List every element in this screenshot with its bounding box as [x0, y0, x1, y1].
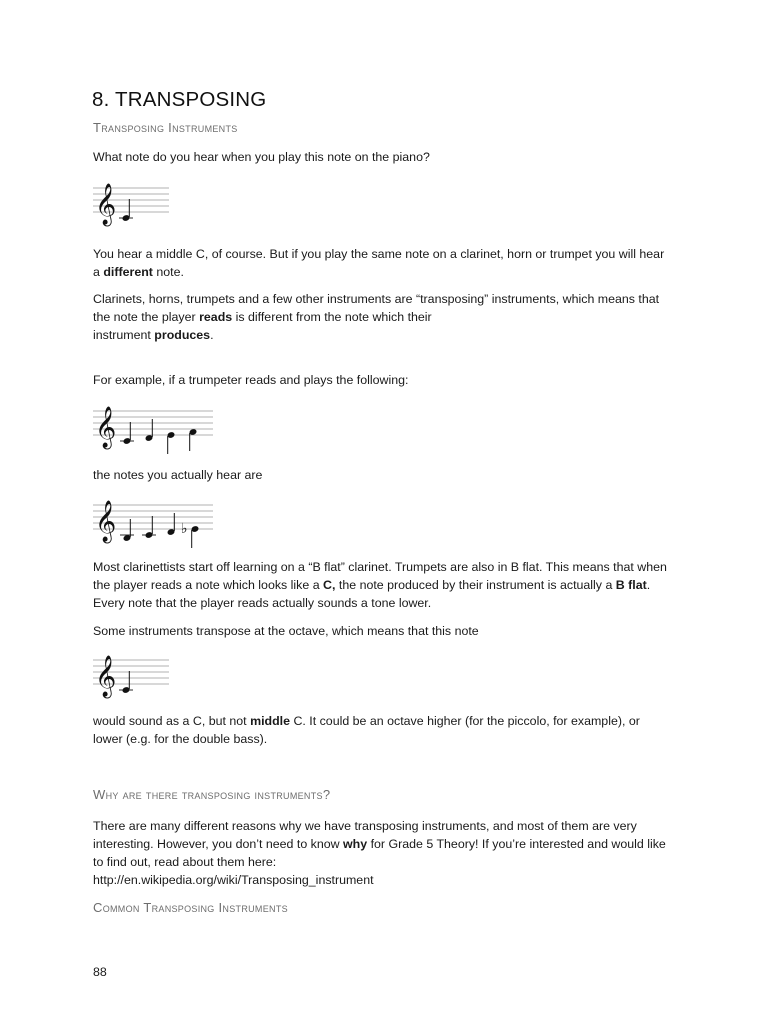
treble-clef-icon: 𝄞 [95, 656, 117, 697]
flat-sign-icon: ♭ [181, 521, 188, 537]
staff-example-middle-c [93, 176, 173, 232]
paragraph-middle-c: You hear a middle C, of course. But if you play the same note on a clarinet, horn or trumpet you will hear a different note. [93, 247, 665, 279]
section-heading-why: Why are there transposing instruments? [93, 787, 331, 802]
treble-clef-icon: 𝄞 [95, 184, 117, 225]
paragraph-not-middle-c: would sound as a C, but not middle C. It could be an octave higher (for the piccolo, for example), or lower (e.g. for the double bass). [93, 714, 640, 746]
section-heading-transposing-instruments: Transposing Instruments [93, 120, 238, 135]
paragraph-reasons: There are many different reasons why we have transposing instruments, and most of them are very interesting. However, you don’t need to know why for Grade 5 Theory! If you’re interested and would like to find out, read about them here: http://en.wikipedia.org/wiki/Transposing_instrument [93, 819, 666, 887]
wikipedia-link[interactable]: http://en.wikipedia.org/wiki/Transposing_instrument [93, 873, 374, 887]
paragraph-b-flat: Most clarinettists start off learning on a “B flat” clarinet. Trumpets are also in B flat. This means that when the player reads a note which looks like a C, the note produced by their instrument is actually a B flat. Every note that the player reads actually sounds a tone lower. [93, 560, 667, 610]
paragraph-transposing-definition: Clarinets, horns, trumpets and a few other instruments are “transposing” instruments, which means that the note the player reads is different from the note which their instrument produces. [93, 292, 660, 342]
page-number: 88 [93, 965, 107, 979]
paragraph-example-intro: For example, if a trumpeter reads and plays the following: [93, 373, 409, 387]
staff-example-octave-c [93, 648, 173, 704]
treble-clef-icon: 𝄞 [95, 501, 117, 542]
chapter-title: 8. TRANSPOSING [92, 88, 267, 111]
paragraph-question: What note do you hear when you play this note on the piano? [93, 150, 430, 164]
treble-clef-icon: 𝄞 [95, 407, 117, 448]
staff-example-sounding [93, 493, 217, 549]
section-heading-common: Common Transposing Instruments [93, 900, 288, 915]
paragraph-heard-intro: the notes you actually hear are [93, 468, 263, 482]
paragraph-octave: Some instruments transpose at the octave, which means that this note [93, 624, 479, 638]
staff-example-written [93, 399, 217, 455]
